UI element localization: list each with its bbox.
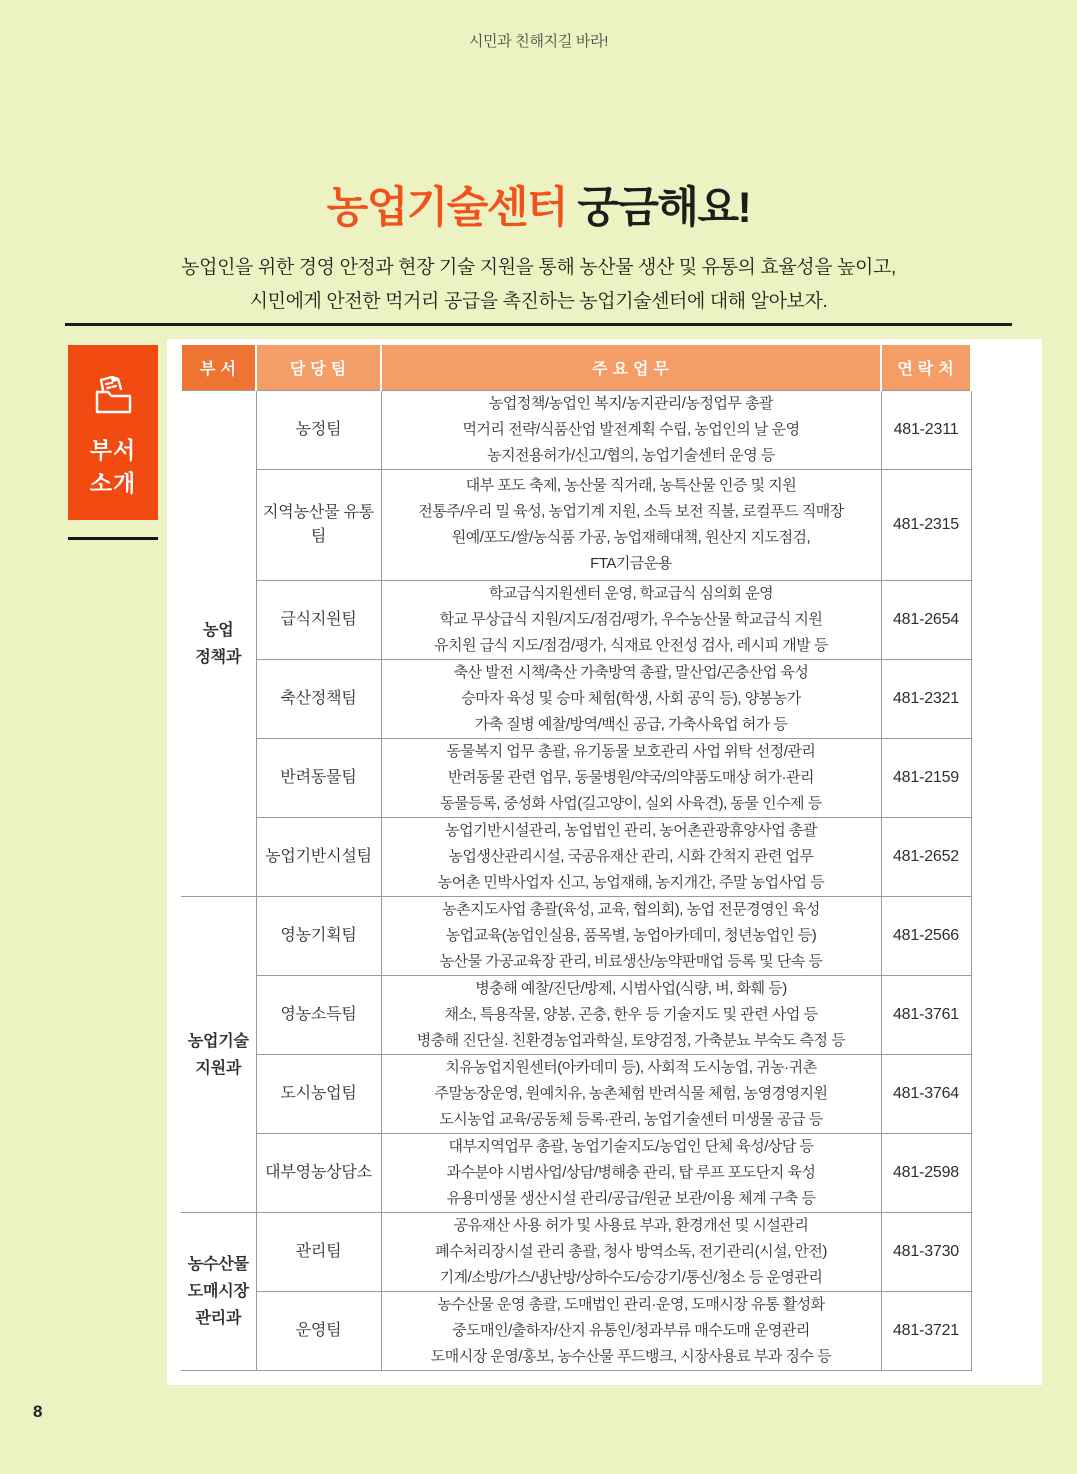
department-cell: 농업 정책과 xyxy=(181,391,256,897)
duty-line: 유치원 급식 지도/점검/평가, 식재료 안전성 검사, 레시피 개발 등 xyxy=(434,637,828,654)
duty-line: 병충해 진단실. 친환경농업과학실, 토양검정, 가축분뇨 부숙도 측정 등 xyxy=(416,1032,846,1049)
header-col-team: 담당팀 xyxy=(256,345,381,391)
team-cell: 대부영농상담소 xyxy=(256,1134,381,1213)
duty-line: 기계/소방/가스/냉난방/상하수도/승강기/통신/청소 등 운영관리 xyxy=(439,1269,823,1286)
table-row xyxy=(181,1134,971,1213)
team-cell: 영농기획팀 xyxy=(256,897,381,976)
table-row xyxy=(181,1213,971,1292)
contact-cell: 481-3721 xyxy=(881,1292,971,1371)
section-tab-label-line2: 소개 xyxy=(89,470,137,496)
table-row xyxy=(181,739,971,818)
duty-line: 전통주/우리 밀 육성, 농업기계 지원, 소득 보전 직불, 로컬푸드 직매장 xyxy=(418,503,844,520)
team-cell: 반려동물팀 xyxy=(256,739,381,818)
page-top-note: 시민과 친해지길 바라! xyxy=(468,33,609,50)
duties-cell xyxy=(381,1055,881,1134)
page-title-rest: 궁금해요! xyxy=(566,184,751,232)
header-col-contact: 연락처 xyxy=(881,345,971,391)
table-row xyxy=(181,1292,971,1371)
duties-cell xyxy=(381,1213,881,1292)
duty-line: 농지전용허가/신고/협의, 농업기술센터 운영 등 xyxy=(487,447,775,464)
duty-line: 농산물 가공교육장 관리, 비료생산/농약판매업 등록 및 단속 등 xyxy=(439,953,823,970)
duty-line: 농업기반시설관리, 농업법인 관리, 농어촌관광휴양사업 총괄 xyxy=(445,822,817,839)
duty-line: 동물등록, 중성화 사업(길고양이, 실외 사육견), 동물 인수제 등 xyxy=(440,795,822,812)
contact-cell: 481-3764 xyxy=(881,1055,971,1134)
duty-line: 농수산물 운영 총괄, 도매법인 관리·운영, 도매시장 유통 활성화 xyxy=(437,1296,825,1313)
table-row xyxy=(181,1055,971,1134)
contact-cell: 481-2598 xyxy=(881,1134,971,1213)
intro-line-2: 시민에게 안전한 먹거리 공급을 촉진하는 농업기술센터에 대해 알아보자. xyxy=(249,290,828,312)
table-header xyxy=(181,345,971,391)
duty-line: 유용미생물 생산시설 관리/공급/원균 보관/이용 체계 구축 등 xyxy=(446,1190,816,1207)
table-row xyxy=(181,660,971,739)
intro-line-1: 농업인을 위한 경영 안정과 현장 기술 지원을 통해 농산물 생산 및 유통의 효율성을 높이고, xyxy=(181,257,896,278)
duty-line: 도매시장 운영/홍보, 농수산물 푸드뱅크, 시장사용료 부과 징수 등 xyxy=(430,1348,832,1365)
contact-cell: 481-2311 xyxy=(881,391,971,470)
table-row xyxy=(181,391,971,470)
duty-line: 가축 질병 예찰/방역/백신 공급, 가축사육업 허가 등 xyxy=(474,716,788,733)
folder-document-icon xyxy=(90,375,136,419)
duty-line: 주말농장운영, 원예치유, 농촌체험 반려식물 체험, 농영경영지원 xyxy=(434,1085,828,1102)
section-tab-department-intro xyxy=(68,345,158,520)
duties-cell xyxy=(381,660,881,739)
duties-cell xyxy=(381,1134,881,1213)
contact-cell: 481-2566 xyxy=(881,897,971,976)
page-title-highlight: 농업기술센터 xyxy=(326,184,567,232)
duty-line: 승마자 육성 및 승마 체험(학생, 사회 공익 등), 양봉농가 xyxy=(461,690,801,707)
table-row xyxy=(181,976,971,1055)
duty-line: 병충해 예찰/진단/방제, 시범사업(식량, 벼, 화훼 등) xyxy=(475,980,787,997)
duty-line: 반려동물 관련 업무, 동물병원/약국/의약품도매상 허가·관리 xyxy=(448,769,814,786)
team-cell: 급식지원팀 xyxy=(256,581,381,660)
duty-line: 공유재산 사용 허가 및 사용료 부과, 환경개선 및 시설관리 xyxy=(453,1217,809,1234)
duty-line: 도시농업 교육/공동체 등록·관리, 농업기술센터 미생물 공급 등 xyxy=(439,1111,823,1128)
table-row xyxy=(181,897,971,976)
duties-cell xyxy=(381,391,881,470)
duty-line: 농어촌 민박사업자 신고, 농업재해, 농지개간, 주말 농업사업 등 xyxy=(437,874,825,891)
duty-line: 동물복지 업무 총괄, 유기동물 보호관리 사업 위탁 선정/관리 xyxy=(446,743,816,760)
contact-cell: 481-2652 xyxy=(881,818,971,897)
team-cell: 축산정책팀 xyxy=(256,660,381,739)
duties-cell xyxy=(381,818,881,897)
section-tab-label xyxy=(68,434,158,500)
section-tab-underline xyxy=(68,537,158,540)
duty-line: 채소, 특용작물, 양봉, 곤충, 한우 등 기술지도 및 관련 사업 등 xyxy=(444,1006,818,1023)
duty-line: 먹거리 전략/식품산업 발전계획 수립, 농업인의 날 운영 xyxy=(462,421,800,438)
contact-cell: 481-2159 xyxy=(881,739,971,818)
duties-cell xyxy=(381,739,881,818)
team-cell: 농업기반시설팀 xyxy=(256,818,381,897)
team-cell: 영농소득팀 xyxy=(256,976,381,1055)
duties-cell xyxy=(381,470,881,581)
table-row xyxy=(181,470,971,581)
duties-cell xyxy=(381,581,881,660)
section-tab-label-line1: 부서 xyxy=(89,437,137,463)
duty-line: 과수분야 시범사업/상담/병해충 관리, 탑 루프 포도단지 육성 xyxy=(446,1164,816,1181)
duty-line: 치유농업지원센터(아카데미 등), 사회적 도시농업, 귀농·귀촌 xyxy=(445,1059,817,1076)
department-table xyxy=(180,345,972,1371)
team-cell: 관리팀 xyxy=(256,1213,381,1292)
team-cell: 농정팀 xyxy=(256,391,381,470)
contact-cell: 481-2321 xyxy=(881,660,971,739)
contact-cell: 481-3761 xyxy=(881,976,971,1055)
duty-line: 농촌지도사업 총괄(육성, 교육, 협의회), 농업 전문경영인 육성 xyxy=(442,901,820,918)
contact-cell: 481-2654 xyxy=(881,581,971,660)
duties-cell xyxy=(381,1292,881,1371)
header-col-department: 부서 xyxy=(181,345,256,391)
team-cell: 운영팀 xyxy=(256,1292,381,1371)
duty-line: 농업정책/농업인 복지/농지관리/농정업무 총괄 xyxy=(488,395,774,412)
duty-line: 축산 발전 시책/축산 가축방역 총괄, 말산업/곤충산업 육성 xyxy=(453,664,809,681)
page-number: 8 xyxy=(33,1402,43,1421)
department-cell: 농수산물 도매시장 관리과 xyxy=(181,1213,256,1371)
duty-line: 농업교육(농업인실용, 품목별, 농업아카데미, 청년농업인 등) xyxy=(445,927,817,944)
intro-text xyxy=(0,251,1077,318)
contact-cell: 481-2315 xyxy=(881,470,971,581)
duty-line: 원예/포도/쌀/농식품 가공, 농업재해대책, 원산지 지도점검, xyxy=(451,529,811,546)
contact-cell: 481-3730 xyxy=(881,1213,971,1292)
section-divider-line xyxy=(65,323,1012,326)
duty-line: 학교 무상급식 지원/지도/점검/평가, 우수농산물 학교급식 지원 xyxy=(439,611,823,628)
duty-line: 농업생산관리시설, 국공유재산 관리, 시화 간척지 관련 업무 xyxy=(448,848,814,865)
table-row xyxy=(181,818,971,897)
duty-line: 대부지역업무 총괄, 농업기술지도/농업인 단체 육성/상담 등 xyxy=(448,1138,814,1155)
department-cell: 농업기술 지원과 xyxy=(181,897,256,1213)
page-title xyxy=(0,174,1077,235)
header-col-duties: 주요업무 xyxy=(381,345,881,391)
table-row xyxy=(181,581,971,660)
table-header-row xyxy=(181,345,971,391)
duty-line: FTA기금운용 xyxy=(590,555,672,572)
duty-line: 중도매인/출하자/산지 유통인/청과부류 매수도매 운영관리 xyxy=(452,1322,810,1339)
team-cell: 도시농업팀 xyxy=(256,1055,381,1134)
duty-line: 폐수처리장시설 관리 총괄, 청사 방역소독, 전기관리(시설, 안전) xyxy=(435,1243,827,1260)
table-body xyxy=(181,391,971,1371)
duties-cell xyxy=(381,976,881,1055)
duty-line: 학교급식지원센터 운영, 학교급식 심의회 운영 xyxy=(488,585,774,602)
duty-line: 대부 포도 축제, 농산물 직거래, 농특산물 인증 및 지원 xyxy=(465,477,797,494)
team-cell: 지역농산물 유통팀 xyxy=(256,470,381,581)
duties-cell xyxy=(381,897,881,976)
